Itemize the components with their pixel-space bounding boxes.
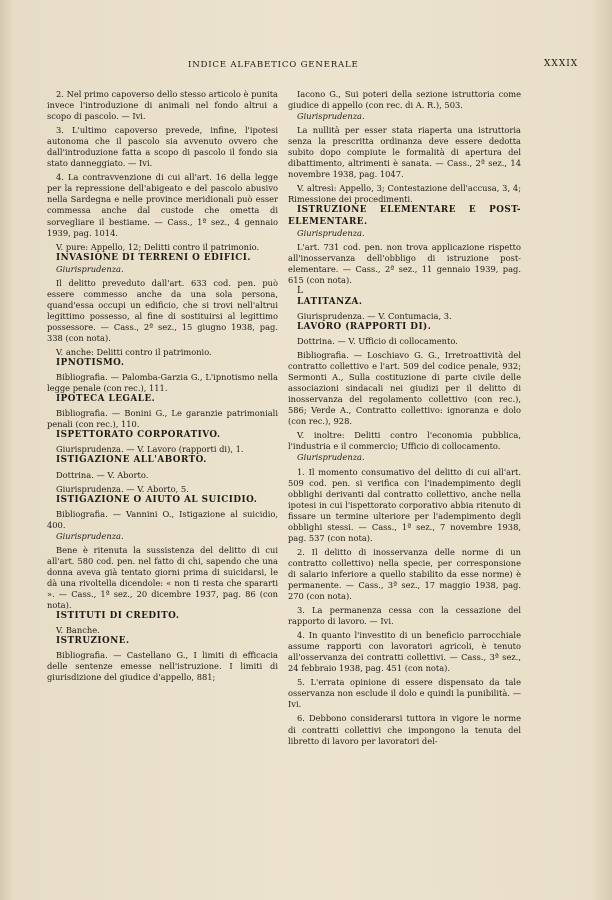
entry-heading: ISTRUZIONE ELEMENTARE E POST-ELEMENTARE. [288,205,521,227]
index-paragraph: 2. Il delitto di inosservanza delle norme di un contratto collettivo) nella specie, per corresponsione di salario inferiore a quello stabilito da esse norme) è permanente. — Cass., 3ª sez., 17 maggio 1938, pag. 270 (con nota). [288,546,521,602]
index-paragraph: V. Banche. [56,625,100,636]
entry-heading: INVASIONE DI TERRENI O EDIFICI. [56,252,251,263]
index-paragraph: Bibliografia. — Bonini G., Le garanzie patrimoniali penali (con rec.), 110. [47,408,278,430]
entry-heading: ISTRUZIONE. [56,636,130,647]
index-paragraph: Bene è ritenuta la sussistenza del delitto di cui all'art. 580 cod. pen. nel fatto di chi, sapendo che una donna aveva già tentato giorni prima di suicidarsi, le dà una rivoltella dicendole: « non ti resta che spararti ». — Cass., 1ª sez., 20 dicembre 1937, pag. 86 (con nota). [47,544,278,611]
entry-heading: ISTIGAZIONE O AIUTO AL SUICIDIO. [56,494,258,505]
subsection-label: Giurisprudenza. [56,530,124,541]
entry-heading: ISPETTORATO CORPORATIVO. [56,430,221,441]
subsection-label: Giurisprudenza. [297,452,365,463]
index-paragraph: V. altresì: Appello, 3; Contestazione dell'accusa, 3, 4; Rimessione dei procedimenti. [288,183,521,205]
letter-divider: L [297,285,303,296]
entry-heading: LATITANZA. [297,296,363,307]
subsection-label: Giurisprudenza. [297,111,365,122]
index-paragraph: La nullità per esser stata riaperta una istruttoria senza la prescritta ordinanza deve essere dedotta subito dopo compiute le formalità di apertura del dibattimento, altrimenti è sanata. — Cass., 2ª sez., 14 novembre 1938, pag. 1047. [288,125,521,180]
index-paragraph: Il delitto preveduto dall'art. 633 cod. pen. può essere commesso anche da una sola persona, quand'essa occupi un edificio, che si trovi nell'altrui legittimo possesso, al fine di sostituirsi al legittimo possessore. — Cass., 2ª sez., 15 giugno 1938, pag. 338 (con nota). [47,277,278,343]
index-paragraph: Bibliografia. — Loschiavo G. G., Irretroattività del contratto collettivo e l'art. 509 del codice penale, 932; Sermonti A., Sulla costituzione di parte civile delle associazioni sindacali nei giudizi per il delitto di inosservanza del regolamento collettivo (con rec.), 586; Verde A., Contratto collettivo: ignoranza e dolo (con rec.), 928. [288,350,521,427]
index-paragraph: 2. Nel primo capoverso dello stesso articolo è punita invece l'introduzione di animali nel fondo altrui a scopo di pascolo. — Ivi. [47,89,278,122]
left-column [47,86,278,683]
entry-heading: LAVORO (RAPPORTI DI). [297,321,432,332]
index-paragraph: V. pure: Appello, 12; Delitti contro il patrimonio. [56,241,260,252]
index-paragraph: 5. L'errata opinione di essere dispensato da tale osservanza non esclude il dolo e quindi la punibilità. — Ivi. [288,677,521,710]
index-paragraph: Bibliografia. — Castellano G., I limiti di efficacia delle sentenze emesse nell'istruzione. I limiti di giurisdizione del giudice d'appello, 881; [47,650,278,683]
index-paragraph: Dottrina. — V. Aborto. [56,469,149,480]
entry-heading: ISTIGAZIONE ALL'ABORTO. [56,455,207,466]
index-paragraph: Giurisprudenza. — V. Lavoro (rapporti di), 1. [56,444,244,455]
index-paragraph: 3. La permanenza cessa con la cessazione del rapporto di lavoro. — Ivi. [288,605,521,627]
right-column [288,86,521,747]
index-paragraph: 4. La contravvenzione di cui all'art. 16 della legge per la repressione dell'abigeato e del pascolo abusivo nella Sardegna e nelle province meridionali può esser commessa anche dal custode che ometta di sorvegliare il bestiame. — Cass., 1ª sez., 4 gennaio 1939, pag. 1014. [47,172,278,238]
index-paragraph: Iacono G., Sui poteri della sezione istruttoria come giudice di appello (con rec. di A. R.), 503. [288,89,521,111]
index-paragraph: 1. Il momento consumativo del delitto di cui all'art. 509 cod. pen. si verifica con l'inadempimento degli obblighi derivanti dal contratto collettivo, anche nella ipotesi in cui l'ispettorato corporativo abbia ritenuto di fissare un termine ulteriore per l'adempimento degli obblighi stessi. — Cass., 1ª sez., 7 novembre 1938, pag. 537 (con nota). [288,466,521,543]
subsection-label: Giurisprudenza. [297,227,365,238]
index-paragraph: V. anche: Delitti contro il patrimonio. [56,347,212,358]
index-paragraph: Bibliografia. — Vannini O., Istigazione al suicidio, 400. [47,508,278,530]
index-paragraph: Giurisprudenza. — V. Contumacia, 3. [297,310,452,321]
index-paragraph: Dottrina. — V. Ufficio di collocamento. [297,335,458,346]
index-paragraph: Giurisprudenza. — V. Aborto, 5. [56,483,189,494]
subsection-label: Giurisprudenza. [56,263,124,274]
entry-heading: IPNOTISMO. [56,358,125,369]
index-paragraph: V. inoltre: Delitti contro l'economia pubblica, l'industria e il commercio; Ufficio di collocamento. [288,430,521,452]
entry-heading: IPOTECA LEGALE. [56,394,156,405]
running-header: INDICE ALFABETICO GENERALE [188,60,359,70]
index-paragraph: Bibliografia. — Palomba-Garzia G., L'ipnotismo nella legge penale (con rec.), 111. [47,372,278,394]
index-paragraph: 4. In quanto l'investito di un beneficio parrocchiale assume rapporti con lavoratori agricoli, è tenuto all'osservanza dei contratti collettivi. — Cass., 3ª sez., 24 febbraio 1938, pag. 451 (con nota). [288,630,521,674]
entry-heading: ISTITUTI DI CREDITO. [56,611,180,622]
index-paragraph: L'art. 731 cod. pen. non trova applicazione rispetto all'inosservanza dell'obbligo di istruzione post-elementare. — Cass., 2ª sez., 11 gennaio 1939, pag. 615 (con nota). [288,241,521,285]
index-paragraph: 6. Debbono considerarsi tuttora in vigore le norme di contratti collettivi che impongono la tenuta del libretto di lavoro per lavoratori del- [288,713,521,746]
index-paragraph: 3. L'ultimo capoverso prevede, infine, l'ipotesi autonoma che il pascolo sia avvenuto ovvero che dall'introduzione fatta a scopo di pascolo il fondo sia stato danneggiato. — Ivi. [47,125,278,169]
page-number: XXXIX [544,59,579,69]
